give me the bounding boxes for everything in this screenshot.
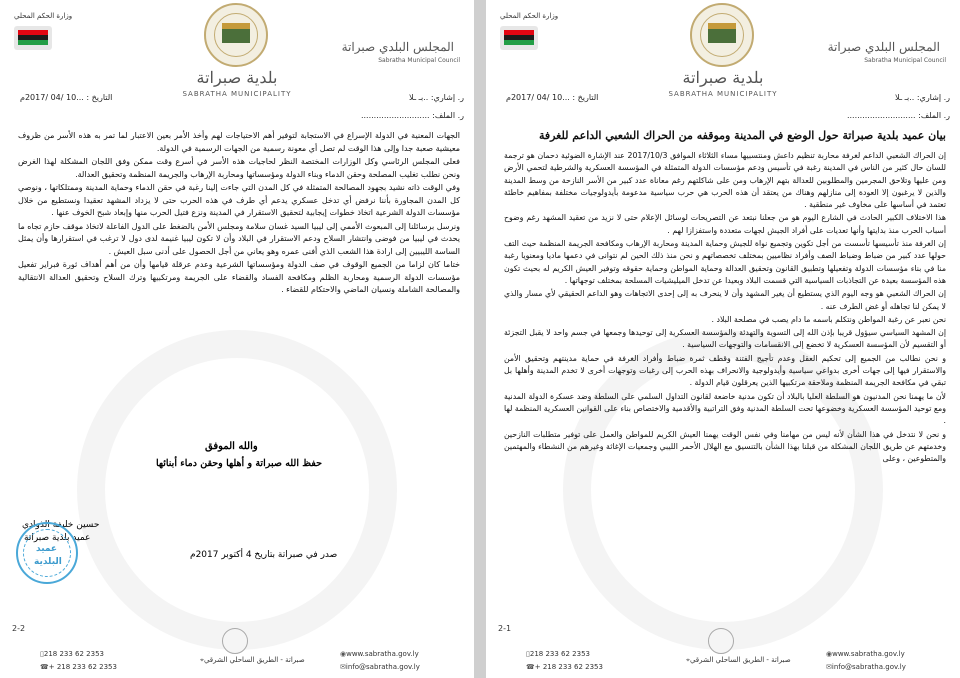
municipality-logo-icon <box>708 628 734 654</box>
flag-icon <box>14 26 52 50</box>
footer-phone: ▯218 233 62 2353 <box>40 650 104 658</box>
email-icon: ✉ <box>826 663 832 671</box>
signer-title: عميد بلدية صبراتة <box>24 533 91 543</box>
municipality-logo-icon <box>222 628 248 654</box>
paragraph: و نحن لا نتدخل في هذا الشأن لأنه ليس من مهامنا وفي نفس الوقت يهمنا العيش الكريم للمواطن والعمل على توفير متطلبات النازحين وخدمتهم عن طريق اللجان المشكلة من قبلنا بهذا الشأن بالتنسيق مع الهلال الأحمر الليبي وجمعيات الإغاثة وغيرهم من النشطاء والمهتمين والمتطوعين ، وعلى <box>504 429 946 464</box>
mobile-icon: ▯ <box>40 650 44 658</box>
stamp-text: البلدية <box>34 557 62 567</box>
council-name-en: Sabratha Municipal Council <box>864 57 946 64</box>
signer-name: حسين خليفة الذوادي <box>22 520 100 530</box>
flag-icon <box>500 26 538 50</box>
page-left <box>0 0 474 678</box>
ministry-label: وزارة الحكم المحلي <box>14 12 73 20</box>
council-name-en: Sabratha Municipal Council <box>378 57 460 64</box>
page-number: 2-1 <box>498 624 512 633</box>
paragraph: إن الحراك الشعبي هو وجه اليوم الذي يستطيع أن يغير المشهد وأن لا ينحرف به إلى إحدى الاتجاهات وهو الداعم الحقيقي لأي مسار والذي لا يمكن لنا تجاهله أو غض الطرف عنه . <box>504 289 946 311</box>
footer-website[interactable]: ◉www.sabratha.gov.ly <box>826 650 905 658</box>
footer-phone: ▯218 233 62 2353 <box>526 650 590 658</box>
reference-number: ر. إشاري: ..بـ ـلا <box>895 93 950 102</box>
ministry-label: وزارة الحكم المحلي <box>500 12 559 20</box>
globe-icon: ◉ <box>340 650 347 658</box>
footer-address: ⌖صبراتة - الطريق الساحلي الشرقي <box>686 656 791 664</box>
paragraph: و نحن نطالب من الجميع إلى تحكيم العقل وعدم تأجيج الفتنة وقطف ثمرة ضباط وأفراد الغرفة في حماية مدينتهم وتحقيق الأمن والاستقرار فيها إلى جهات أخرى بدواعي سياسية وأيدولوجية والانحراف بهذه الحرب إلى رغبات وتوجهات أخرى لا تخدم المدينة وأهلها بل تبقي في مكافحة الجريمة المنظمة وملاحقة مرتكبيها الذين يعرقلون قيام الدولة . <box>504 353 946 388</box>
paragraph: وفي الوقت ذاته نشيد بجهود المصالحة المتمثلة في كل المدن التي جاءت إلينا رغبة في حقن الدماء وحماية المدينة وممتلكاتها ، ونوصي كل المدن المجاورة بأننا نرفض أي تدخل عسكري يدعم أي طرف في هذه الحرب حتى لا يزداد المشهد تعقيدا ونستطيع من خلال مؤسسات الدولة الشرعية اتخاذ خطوات إيجابية لتحقيق الاستقرار في المدينة ونزع فتيل الحرب منها وإبعاد شبح الخوف عنها . <box>18 183 460 217</box>
reference-number: ر. إشاري: ..بـ ـلا <box>409 93 464 102</box>
footer-fax: ☎+ 218 233 62 2353 <box>526 663 603 671</box>
closing-line: والله الموفق <box>205 441 258 452</box>
location-icon: ⌖ <box>686 656 690 664</box>
mobile-icon: ▯ <box>526 650 530 658</box>
council-name-ar: المجلس البلدي صبراتة <box>827 40 940 54</box>
footer-email[interactable]: ✉info@sabratha.gov.ly <box>826 663 906 671</box>
paragraph: هذا الاختلاف الكبير الحادث في الشارع اليوم هو من جعلنا نبتعد عن التصريحات لوسائل الإعلام حتى لا نزيد من تعقيد المشهد رغم وضوح أسباب الحرب منذ بدايتها وأنها تعديات على أفراد الجيش لجهات متعددة واستفزازا لهم . <box>504 213 946 235</box>
document-date: التاريخ : ...10 /04 /2017م <box>506 93 599 102</box>
paragraph: إن الحراك الشعبي الداعم لغرفة محاربة تنظيم داعش ومنتسبيها مساء الثلاثاء الموافق 2017/10/3 عند الإشارة الضوئية دحمان هو ترجمة للسان حال كثير من الناس في المدينة رغبة في تأسيس ودعم مؤسسات الدولة المتمثلة في المؤسسة العسكرية والشرطية لتحمي الأرض ومن عليها وتلاحق المجرمين والمطلوبين للعدالة بتهم الإرهاب ومن على شاكلتهم رغم معاناة عدد كبير من الأسر النازحة من وسط المدينة والذين لا يرغبون إلا العودة إلى منازلهم وهناك من يعتقد أن هذه الحرب هي حرب سياسية مدعومة بأيدولوجيات مختلفة بمفاهيم خاطئة تعتمد في أساسها على مخاوف غير منطقية . <box>504 151 946 210</box>
footer-website[interactable]: ◉www.sabratha.gov.ly <box>340 650 419 658</box>
statement-body <box>504 150 946 466</box>
municipality-seal-icon <box>690 3 754 67</box>
paragraph: الجهات المعنية في الدولة الإسراع في الاستجابة لتوفير أهم الاحتياجات لهم وأخذ الأمر بعين الاعتبار لما تمر به هذه الأسر من ظروف معيشية صعبة جدا وإلى هذا الوقت لم تصل أي معونة رسمية من الجهات الرسمية في الدولة. <box>18 131 460 153</box>
email-icon: ✉ <box>340 663 346 671</box>
municipality-name-ar: بلدية صبراتة <box>196 68 278 87</box>
file-number: ر. الملف: ........................... <box>846 111 950 120</box>
paragraph: إن المشهد السياسي سيؤول قريبا بإذن الله إلى التسوية والتهدئة والمؤسسة العسكرية إلى توحيدها وجمعها في جسم واحد لا يقبل التجزئة أو التقسيم لأن المؤسسة العسكرية لا تخضع إلى الانقسامات والتوجهات السياسية . <box>504 328 946 350</box>
statement-title: بيان عميد بلدية صبراتة حول الوضع في المدينة وموقفه من الحراك الشعبي الداعم للغرفة <box>538 129 946 142</box>
phone-icon: ☎ <box>40 663 49 671</box>
municipality-name-en: SABRATHA MUNICIPALITY <box>668 90 778 98</box>
municipality-name-en: SABRATHA MUNICIPALITY <box>182 90 292 98</box>
footer-address: ⌖صبراتة - الطريق الساحلي الشرقي <box>200 656 305 664</box>
paragraph: لأن ما يهمنا نحن المدنيون هو السلطة العليا بالبلاد أن تكون مدنية خاضعة لقانون التداول السلمي على السلطة وضد عسكرة الدولة المدنية ومع توحيد المؤسسة العسكرية وخضوعها تحت السلطة المدنية وفق التراتبية والأقدمية والاختصاص بناء على القوانين العسكرية المنظمة لها . <box>504 391 946 426</box>
closing-prayer: حفظ الله صبراتة و أهلها وحقن دماء أبنائها <box>156 458 322 469</box>
page-right <box>486 0 960 678</box>
file-number: ر. الملف: ........................... <box>360 111 464 120</box>
council-name-ar: المجلس البلدي صبراتة <box>341 40 454 54</box>
municipality-name-ar: بلدية صبراتة <box>682 68 764 87</box>
page-number: 2-2 <box>12 624 26 633</box>
paragraph: نحن نعبر عن رغبة المواطن ونتكلم باسمه ما دام يصب في مصلحة البلاد . <box>711 314 946 324</box>
paragraph: ونرسل برسائلنا إلى المبعوث الأممي إلى ليبيا السيد غسان سلامة ومجلس الأمن بالضغط على الدول الفاعلة لاتخاذ موقف حازم تجاه ما يحدث في ليبيا من فوضى وانتشار السلاح ودعم الاستقرار في البلاد وأن لا تكون ليبيا غنيمة لدى دول لا ترغب في استقرارها وأن يمثل الساسة الليبيين إلى ارادة هذا الشعب الذي أفنى عمره وهو يعاني من أجل الحصول على أدنى سبل العيش . <box>18 221 460 256</box>
paragraph: ختاما كان لزاما من الجميع الوقوف في صف الدولة ومؤسساتها الشرعية وعدم عرقلة قيامها وأن من أهم أهداف ثورة فبراير تفعيل مؤسسات الدولة الرسمية ومحاربة الظلم ومكافحة الفساد والقضاء على الجريمة ومرتكبيها وترك السلاح وتحقيق العدالة الانتقالية والمصالحة الشاملة ونسيان الماضي والاحتكام للقضاء . <box>18 260 460 294</box>
issued-line: صدر في صبراتة بتاريخ 4 أكتوبر 2017م <box>190 550 338 560</box>
paragraph: فعلى المجلس الرئاسي وكل الوزارات المختصة النظر لحاجيات هذه الأسر في أسرع وقت ممكن وفق اللجان المشكلة لهذا الغرض ونحن نطلب تغليب المصلحة وحقن الدماء وبناء الدولة ومؤسساتها ومحاربة الإرهاب والجريمة المنظمة وتحقيق العدالة. <box>18 157 460 179</box>
letter-body <box>18 130 460 298</box>
globe-icon: ◉ <box>826 650 833 658</box>
municipality-seal-icon <box>204 3 268 67</box>
paragraph: إن الغرفة منذ تأسيسها تأسست من أجل تكوين وتجميع نواة للجيش وحماية المدينة ومحاربة الإرهاب ومكافحة الجريمة المنظمة حيث التف حولها عدد كبير من ضباط وضباط الصف وأفراد نظاميين بمختلف تخصصاتهم و نحن منذ ذلك الحين لم نتوانى في دعمها ماديا ومعنويا رغبة منا في بناء مؤسسات الدولة وتفعيلها وتطبيق القانون وتحقيق العدالة وحماية المواطن وحماية حقوقه وتوفير العيش الكريم له بحيث تكون هذه المؤسسة بعيدة عن التجاذبات السياسية التي قسمت البلاد وبعيدا عن تدخل الميليشيات المسلحة بمختلف توجهاتها . <box>504 239 946 285</box>
location-icon: ⌖ <box>200 656 204 664</box>
footer-email[interactable]: ✉info@sabratha.gov.ly <box>340 663 420 671</box>
stamp-text: عميد <box>36 544 58 554</box>
watermark-emblem <box>77 330 397 650</box>
document-date: التاريخ : ...10 /04 /2017م <box>20 93 113 102</box>
phone-icon: ☎ <box>526 663 535 671</box>
footer-fax: ☎+ 218 233 62 2353 <box>40 663 117 671</box>
